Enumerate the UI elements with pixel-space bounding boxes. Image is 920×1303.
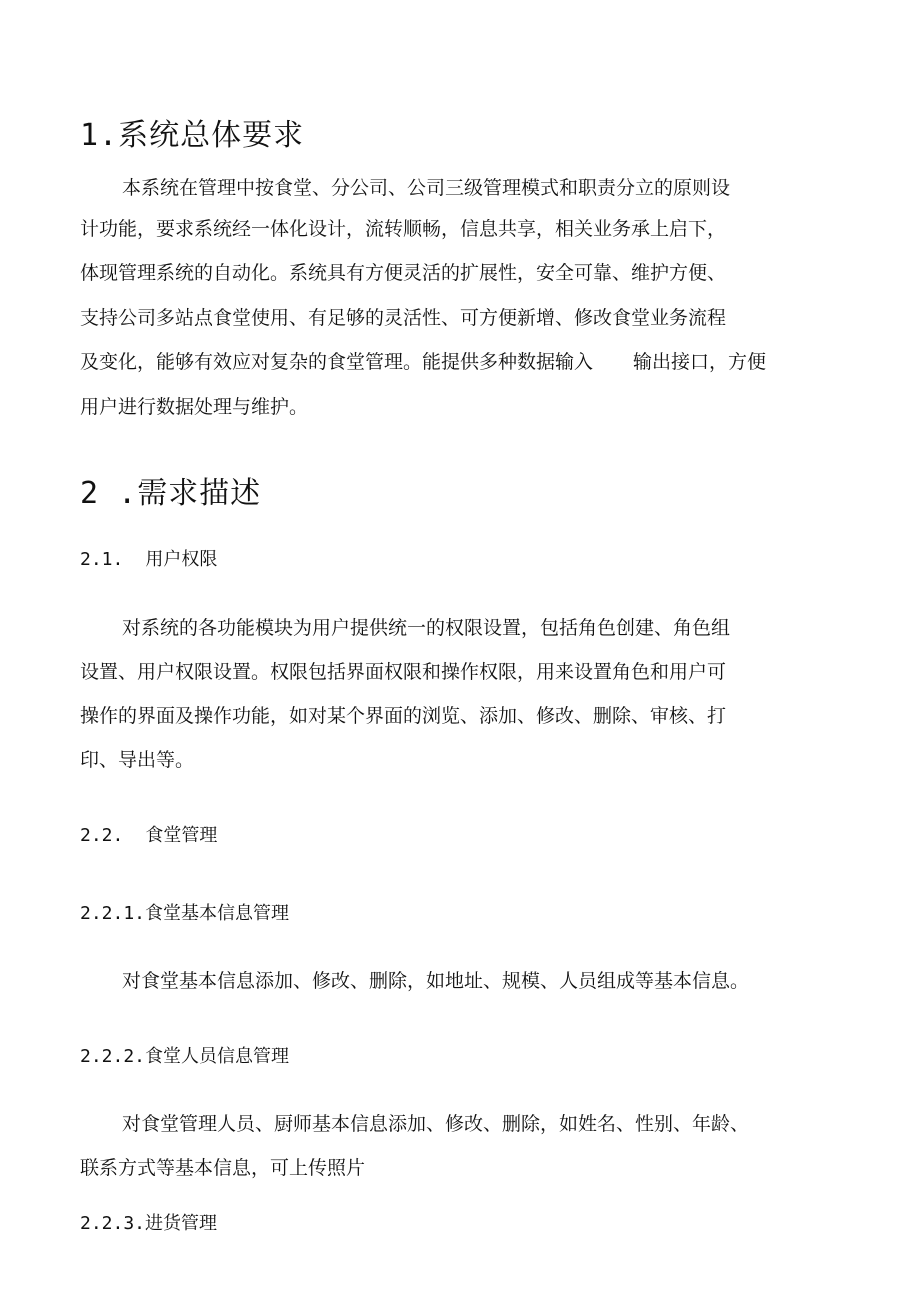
subsection-number: 2.2. [80, 825, 124, 846]
subsection-number: 2.2.1. [80, 903, 146, 924]
subsection-2-1-heading [80, 545, 217, 571]
subsection-number: 2.2.2. [80, 1046, 146, 1067]
paragraph-line: 对食堂基本信息添加、修改、删除，如地址、规模、人员组成等基本信息。 [122, 970, 750, 992]
paragraph-line: 印、导出等。 [80, 749, 195, 771]
paragraph-line-part: 及变化，能够有效应对复杂的食堂管理。能提供多种数据输入 [80, 351, 594, 373]
section-2-title: 需求描述 [137, 476, 262, 511]
paragraph-line: 本系统在管理中按食堂、分公司、公司三级管理模式和职责分立的原则设 [122, 177, 731, 199]
subsection-2-2-1-heading [80, 899, 289, 925]
paragraph-line: 用户进行数据处理与维护。 [80, 396, 309, 418]
paragraph-line: 对食堂管理人员、厨师基本信息添加、修改、删除，如姓名、性别、年龄、 [122, 1113, 750, 1135]
paragraph-line [80, 347, 766, 374]
subsection-number: 2.1. [80, 549, 124, 570]
section-1-number: 1. [80, 118, 119, 153]
section-1-heading [80, 110, 304, 154]
paragraph-line-part: 输出接口，方便 [633, 351, 767, 373]
subsection-title: 食堂人员信息管理 [145, 1046, 290, 1067]
paragraph-line: 设置、用户权限设置。权限包括界面权限和操作权限，用来设置角色和用户可 [80, 661, 727, 683]
section-2-heading [80, 468, 261, 512]
subsection-title: 食堂基本信息管理 [145, 903, 290, 924]
paragraph-line: 体现管理系统的自动化。系统具有方便灵活的扩展性，安全可靠、维护方便、 [80, 262, 727, 284]
subsection-2-2-heading [80, 821, 217, 847]
paragraph-line: 联系方式等基本信息，可上传照片 [80, 1157, 366, 1179]
subsection-title: 进货管理 [145, 1213, 218, 1234]
subsection-2-2-2-heading [80, 1042, 289, 1068]
subsection-title: 食堂管理 [145, 825, 218, 846]
paragraph-line: 支持公司多站点食堂使用、有足够的灵活性、可方便新增、修改食堂业务流程 [80, 307, 727, 329]
paragraph-line: 对系统的各功能模块为用户提供统一的权限设置，包括角色创建、角色组 [122, 617, 731, 639]
section-2-number: 2 . [80, 476, 138, 511]
subsection-number: 2.2.3. [80, 1213, 146, 1234]
paragraph-line: 操作的界面及操作功能，如对某个界面的浏览、添加、修改、删除、审核、打 [80, 705, 727, 727]
subsection-2-2-3-heading [80, 1209, 217, 1235]
subsection-title: 用户权限 [145, 549, 218, 570]
paragraph-line: 计功能，要求系统经一体化设计，流转顺畅，信息共享，相关业务承上启下， [80, 218, 727, 240]
section-1-title: 系统总体要求 [118, 118, 305, 153]
